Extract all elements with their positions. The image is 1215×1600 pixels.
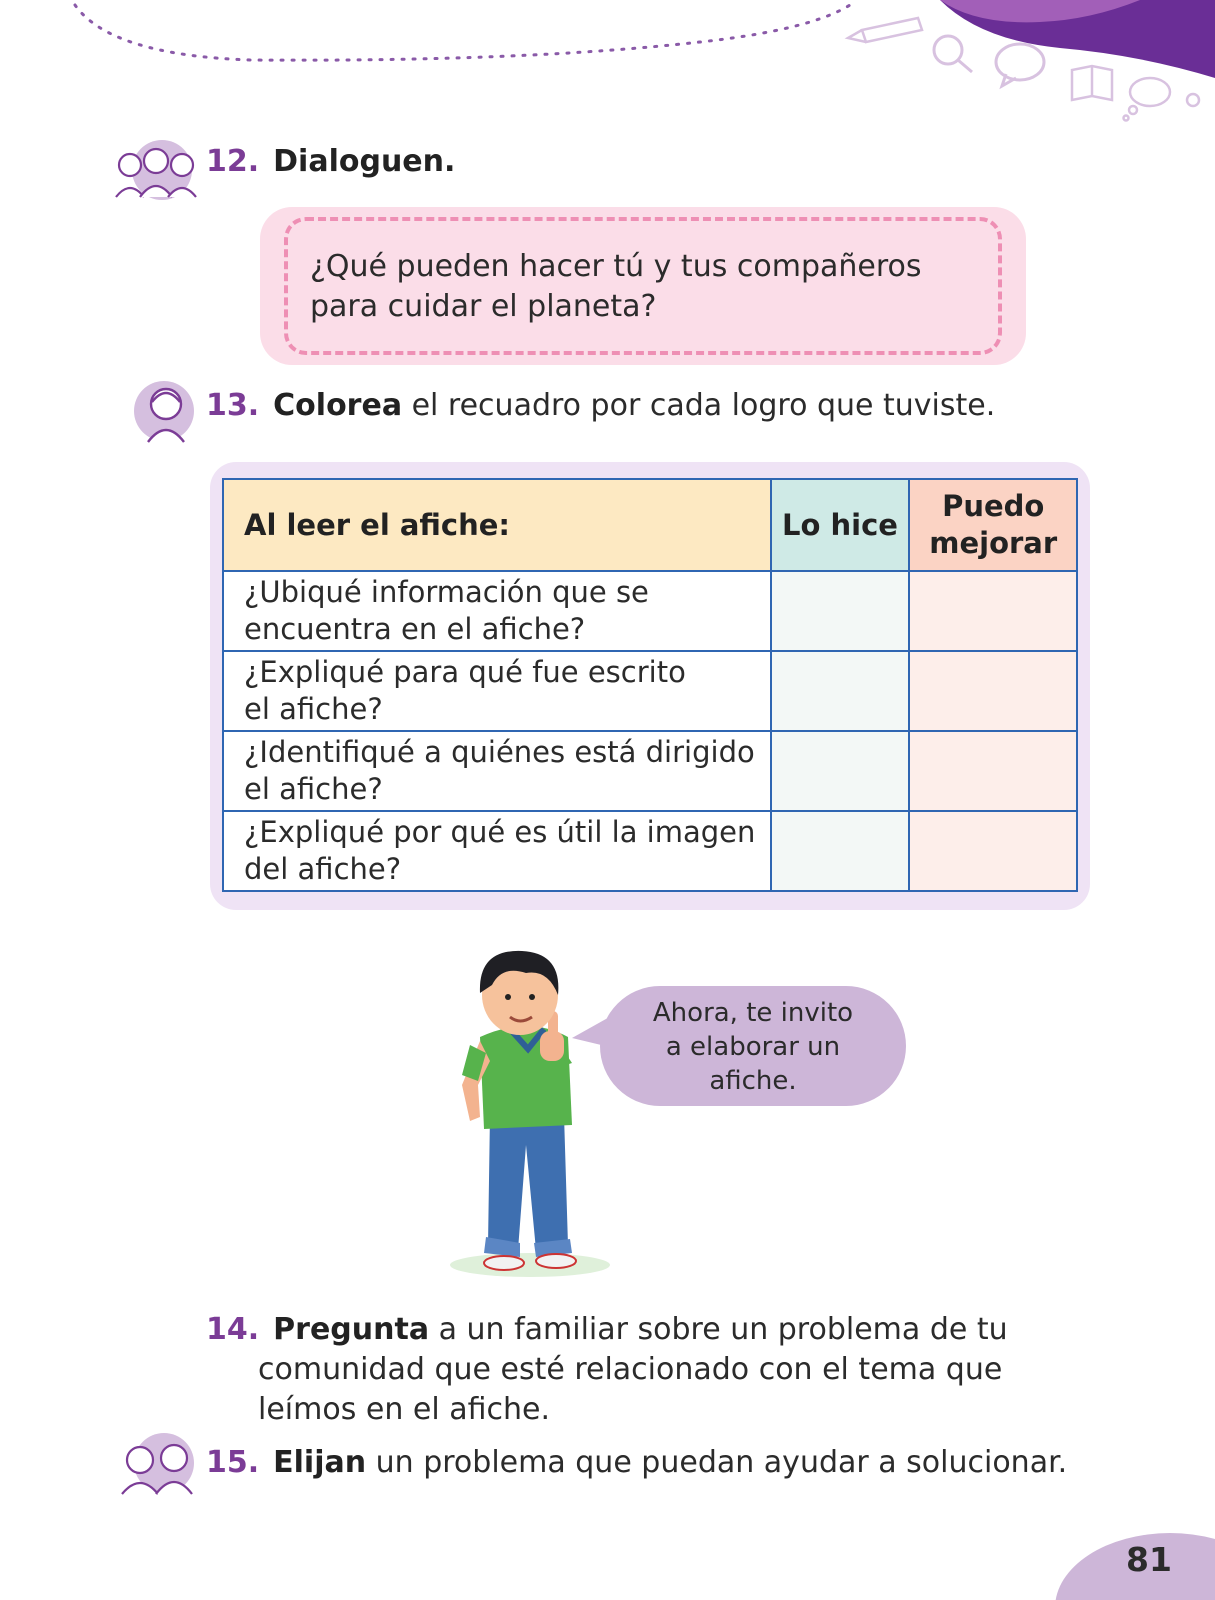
speech-icon [996,44,1044,86]
activity-instruction: Pregunta [273,1312,430,1347]
puedo-mejorar-box[interactable] [909,811,1077,891]
criterion-cell [223,571,771,651]
header-puedo-mejorar [909,479,1077,571]
activity-12 [206,142,455,182]
criterion-cell [223,651,771,731]
page-number: 81 [1126,1540,1172,1579]
bubble-line: a elaborar un [665,1032,841,1062]
criterion-cell [223,811,771,891]
table-row [223,571,1077,651]
pair-icon [116,1430,202,1496]
dialogue-line: para cuidar el planeta? [310,289,657,324]
activity-number: 12. [206,144,260,179]
activity-instruction: Elijan [273,1445,367,1480]
activity-instruction: Colorea [273,388,403,423]
criterion-line: del afiche? [244,852,402,886]
header-line: Puedo [942,489,1045,523]
table-header-row [223,479,1077,571]
header-criteria: Al leer el afiche: [223,479,771,571]
criterion-line: ¿Identifiqué a quiénes está dirigido [244,735,755,769]
thought-icon [1124,78,1200,121]
activity-text: leímos en el afiche. [258,1392,550,1427]
criterion-cell [223,731,771,811]
activity-number: 15. [206,1445,260,1480]
table-row [223,811,1077,891]
criterion-line: ¿Expliqué para qué fue escrito [244,655,686,689]
magnifier-icon [934,36,972,72]
activity-text: a un familiar sobre un problema de tu [429,1312,1008,1347]
header-lo-hice: Lo hice [771,479,910,571]
bubble-line: Ahora, te invito [652,998,854,1028]
criterion-line: ¿Ubiqué información que se [244,575,649,609]
header-line: mejorar [929,526,1058,560]
dialogue-box [260,207,1026,365]
activity-instruction: Dialoguen. [273,144,456,179]
criterion-line: el afiche? [244,692,383,726]
activity-text: un problema que puedan ayudar a solucionar. [366,1445,1068,1480]
activity-text: el recuadro por cada logro que tuviste. [402,388,996,423]
activity-number: 14. [206,1312,260,1347]
lo-hice-box[interactable] [771,651,910,731]
lo-hice-box[interactable] [771,571,910,651]
criterion-line: el afiche? [244,772,383,806]
puedo-mejorar-box[interactable] [909,651,1077,731]
activity-14 [206,1310,1008,1430]
book-icon [1072,66,1112,100]
activity-number: 13. [206,388,260,423]
table-row [223,731,1077,811]
criterion-line: ¿Expliqué por qué es útil la imagen [244,815,756,849]
puedo-mejorar-box[interactable] [909,731,1077,811]
activity-text: comunidad que esté relacionado con el tema que [258,1352,1003,1387]
group-icon [112,135,206,201]
lo-hice-box[interactable] [771,731,910,811]
dialogue-question [284,217,1002,355]
speech-bubble [600,986,906,1106]
activity-15 [206,1443,1067,1483]
lo-hice-box[interactable] [771,811,910,891]
bubble-line: afiche. [709,1066,797,1096]
student-icon [132,378,198,444]
puedo-mejorar-box[interactable] [909,571,1077,651]
criterion-line: encuentra en el afiche? [244,612,586,646]
dialogue-line: ¿Qué pueden hacer tú y tus compañeros [310,249,922,284]
pencil-icon [848,18,922,42]
activity-13 [206,386,995,426]
boy-illustration [440,945,610,1305]
table-row [223,651,1077,731]
header-decoration [0,0,1215,130]
self-evaluation-table [222,478,1078,892]
